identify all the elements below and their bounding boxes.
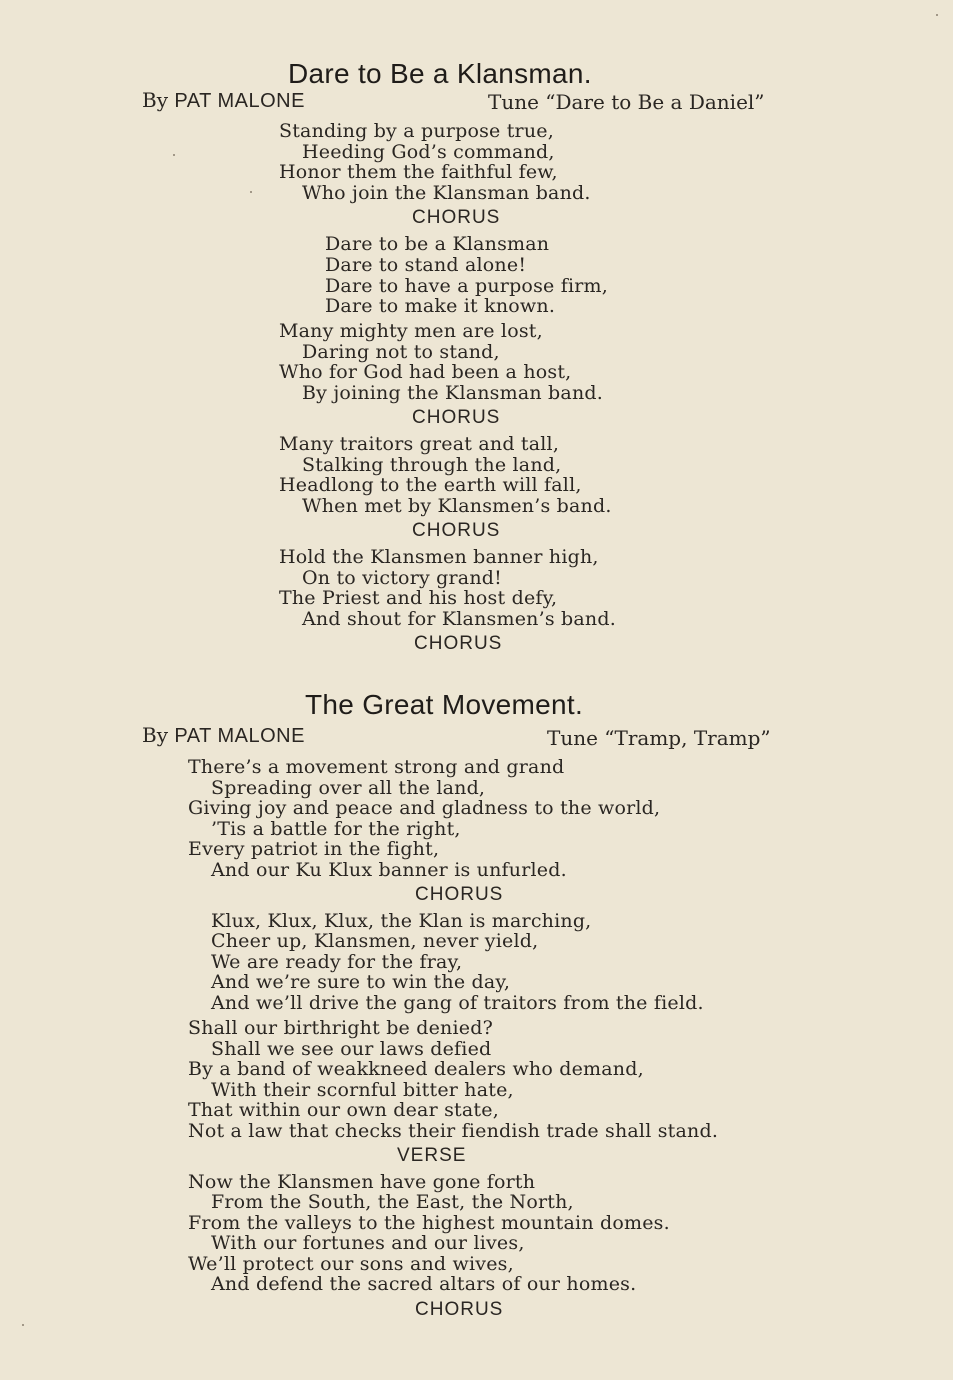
lyric-line: Headlong to the earth will fall,	[279, 474, 582, 496]
chorus-heading: CHORUS	[412, 407, 501, 428]
lyric-line: Stalking through the land,	[302, 454, 562, 476]
paper-speck	[936, 14, 938, 16]
song-tune: Tune “Dare to Be a Daniel”	[488, 90, 765, 114]
lyric-line: By joining the Klansman band.	[302, 382, 603, 404]
lyric-line: Heeding God’s command,	[302, 141, 555, 163]
lyric-line: Honor them the faithful few,	[279, 161, 558, 183]
chorus-heading: CHORUS	[412, 520, 501, 541]
lyric-line: And our Ku Klux banner is unfurled.	[211, 859, 567, 881]
lyric-line: Giving joy and peace and gladness to the world,	[188, 797, 661, 819]
lyric-line: When met by Klansmen’s band.	[302, 495, 612, 517]
paper-speck	[250, 191, 252, 193]
paper-speck	[22, 1324, 24, 1326]
lyric-line: Daring not to stand,	[302, 341, 500, 363]
song-tune: Tune “Tramp, Tramp”	[547, 726, 771, 750]
lyric-line: That within our own dear state,	[188, 1099, 499, 1121]
author-name: PAT MALONE	[174, 90, 305, 112]
author-name: PAT MALONE	[174, 725, 305, 747]
lyric-line: Who for God had been a host,	[279, 361, 572, 383]
lyric-line: From the South, the East, the North,	[211, 1191, 574, 1213]
paper-speck	[173, 154, 175, 156]
lyric-line: Dare to have a purpose firm,	[325, 275, 608, 297]
lyric-line: Who join the Klansman band.	[302, 182, 591, 204]
chorus-heading: CHORUS	[414, 633, 503, 654]
lyric-line: There’s a movement strong and grand	[188, 756, 565, 778]
lyric-line: Shall our birthright be denied?	[188, 1017, 493, 1039]
lyric-line: Standing by a purpose true,	[279, 120, 554, 142]
lyric-line: Hold the Klansmen banner high,	[279, 546, 599, 568]
song-byline	[142, 89, 305, 112]
lyric-line: By a band of weakkneed dealers who demand,	[188, 1058, 644, 1080]
by-prefix: By	[142, 723, 168, 747]
lyric-line: With their scornful bitter hate,	[211, 1079, 514, 1101]
lyric-line: With our fortunes and our lives,	[211, 1232, 525, 1254]
lyric-line: And defend the sacred altars of our homes.	[211, 1273, 637, 1295]
lyric-line: Spreading over all the land,	[211, 777, 486, 799]
song-byline	[142, 724, 305, 747]
lyric-line: Every patriot in the fight,	[188, 838, 440, 860]
lyric-line: Dare to stand alone!	[325, 254, 527, 276]
lyric-line: Many mighty men are lost,	[279, 320, 543, 342]
lyric-line: ’Tis a battle for the right,	[211, 818, 461, 840]
lyric-line: Many traitors great and tall,	[279, 433, 560, 455]
chorus-heading: CHORUS	[415, 1299, 504, 1320]
song-title: Dare to Be a Klansman.	[288, 58, 592, 89]
lyric-line: And we’re sure to win the day,	[211, 971, 511, 993]
lyric-line: Dare to make it known.	[325, 295, 556, 317]
lyric-line: From the valleys to the highest mountain domes.	[188, 1212, 670, 1234]
lyric-line: And shout for Klansmen’s band.	[302, 608, 616, 630]
lyric-line: Klux, Klux, Klux, the Klan is marching,	[211, 910, 592, 932]
lyric-line: Dare to be a Klansman	[325, 233, 550, 255]
song-title: The Great Movement.	[305, 689, 584, 720]
lyric-line: Now the Klansmen have gone forth	[188, 1171, 536, 1193]
lyric-line: On to victory grand!	[302, 567, 502, 589]
lyric-line: We are ready for the fray,	[211, 951, 463, 973]
chorus-heading: CHORUS	[412, 207, 501, 228]
lyric-line: The Priest and his host defy,	[279, 587, 558, 609]
lyric-line: We’ll protect our sons and wives,	[188, 1253, 514, 1275]
chorus-heading: CHORUS	[415, 884, 504, 905]
by-prefix: By	[142, 88, 168, 112]
lyric-line: Shall we see our laws defied	[211, 1038, 492, 1060]
lyric-line: Not a law that checks their fiendish trade shall stand.	[188, 1120, 719, 1142]
verse-heading: VERSE	[397, 1145, 467, 1166]
lyric-line: And we’ll drive the gang of traitors from the field.	[211, 992, 704, 1014]
lyric-line: Cheer up, Klansmen, never yield,	[211, 930, 539, 952]
